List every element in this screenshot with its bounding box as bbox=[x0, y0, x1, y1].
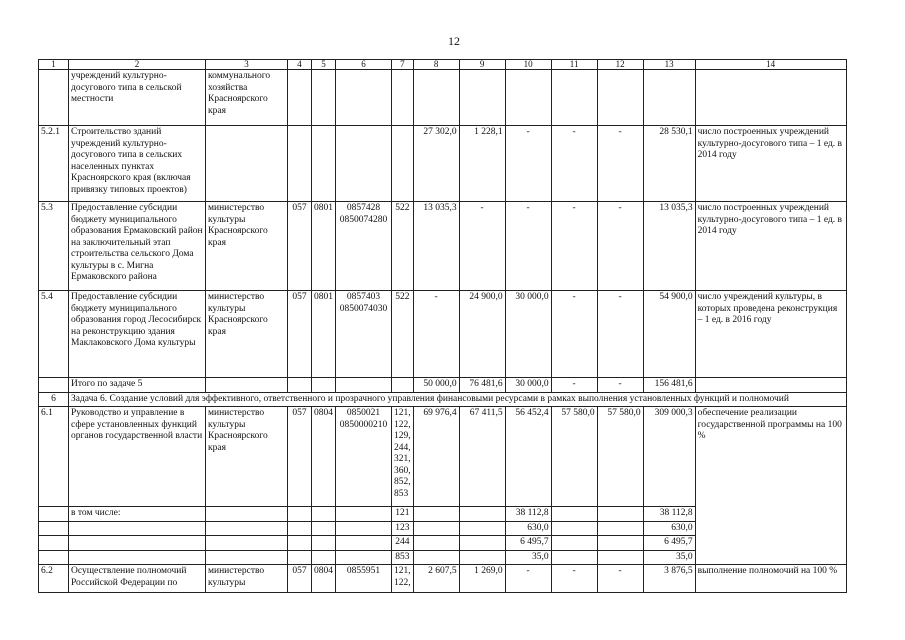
page-number: 12 bbox=[448, 34, 460, 48]
amount-2016: 38 112,8 bbox=[505, 507, 551, 522]
amount-2016: 6 495,7 bbox=[505, 536, 551, 551]
responsible-org: министерство культуры bbox=[206, 565, 288, 593]
amount-2014: 50 000,0 bbox=[413, 378, 459, 393]
col-header: 2 bbox=[69, 60, 206, 70]
amount-2015: 67 411,5 bbox=[459, 407, 505, 507]
vr-code: 123 bbox=[392, 521, 414, 536]
amount-2015: 24 900,0 bbox=[459, 291, 505, 378]
activity-name: Предоставление субсидии бюджету муниципального образования город Лесосибирск на реконструкцию здания Маклаковского Дома культуры bbox=[69, 291, 206, 378]
col-header: 6 bbox=[336, 60, 392, 70]
amount-total: 13 035,3 bbox=[643, 202, 695, 291]
col-header: 5 bbox=[312, 60, 336, 70]
vr-code: 522 bbox=[392, 202, 414, 291]
activity-name: Руководство и управление в сфере установленных функций органов государственной власти bbox=[69, 407, 206, 507]
amount-2017: - bbox=[551, 126, 597, 202]
csr-code: 0850021 0850000210 bbox=[336, 407, 392, 507]
col-header: 13 bbox=[643, 60, 695, 70]
task-heading: Задача 6. Создание условий для эффективного, ответственного и прозрачного управления финансовыми ресурсами в рамках выполнения установленных функций и полномочий bbox=[69, 392, 847, 407]
amount-2016: 30 000,0 bbox=[505, 291, 551, 378]
amount-2017: - bbox=[551, 202, 597, 291]
responsible-org: министерство культуры Красноярского края bbox=[206, 407, 288, 507]
amount-2016: - bbox=[505, 565, 551, 593]
activity-name: Строительство зданий учреждений культурно-досугового типа в сельских населенных пунктах Красноярского края (включая привязку типовых проектов) bbox=[69, 126, 206, 202]
total-label: Итого по задаче 5 bbox=[69, 378, 206, 393]
grbs-code: 057 bbox=[288, 565, 312, 593]
amount-total: 156 481,6 bbox=[643, 378, 695, 393]
amount-total: 54 900,0 bbox=[643, 291, 695, 378]
rzpr-code: 0804 bbox=[312, 565, 336, 593]
row-number: 5.2.1 bbox=[39, 126, 69, 202]
table-row bbox=[39, 291, 847, 378]
task-heading-row bbox=[39, 392, 847, 407]
row-number: 5.3 bbox=[39, 202, 69, 291]
col-header: 10 bbox=[505, 60, 551, 70]
col-header: 3 bbox=[206, 60, 288, 70]
amount-total: 6 495,7 bbox=[643, 536, 695, 551]
amount-2014: 13 035,3 bbox=[413, 202, 459, 291]
expected-result: число построенных учреждений культурно-досугового типа – 1 ед. в 2014 году bbox=[695, 126, 846, 202]
amount-2016: - bbox=[505, 126, 551, 202]
csr-code: 0857403 0850074030 bbox=[336, 291, 392, 378]
expected-result: число построенных учреждений культурно-досугового типа – 1 ед. в 2014 году bbox=[695, 202, 846, 291]
amount-2014: 2 607,5 bbox=[413, 565, 459, 593]
amount-2018: - bbox=[597, 378, 643, 393]
vr-code: 853 bbox=[392, 550, 414, 565]
rzpr-code: 0801 bbox=[312, 202, 336, 291]
column-number-row bbox=[39, 60, 847, 70]
amount-total: 309 000,3 bbox=[643, 407, 695, 507]
task-total-row bbox=[39, 378, 847, 393]
row-number: 5.4 bbox=[39, 291, 69, 378]
activity-name: учреждений культурно-досугового типа в сельской местности bbox=[69, 70, 206, 126]
amount-2014: - bbox=[413, 291, 459, 378]
amount-2016: 630,0 bbox=[505, 521, 551, 536]
amount-2015: - bbox=[459, 202, 505, 291]
amount-2014: 69 976,4 bbox=[413, 407, 459, 507]
col-header: 7 bbox=[392, 60, 414, 70]
csr-code: 0855951 bbox=[336, 565, 392, 593]
csr-code: 0857428 0850074280 bbox=[336, 202, 392, 291]
grbs-code: 057 bbox=[288, 407, 312, 507]
responsible-org: министерство культуры Красноярского края bbox=[206, 202, 288, 291]
vr-code: 121 bbox=[392, 507, 414, 522]
expected-result: число учреждений культуры, в которых проведена реконструкция – 1 ед. в 2016 году bbox=[695, 291, 846, 378]
table-row bbox=[39, 126, 847, 202]
amount-2018: 57 580,0 bbox=[597, 407, 643, 507]
amount-2015: 76 481,6 bbox=[459, 378, 505, 393]
table-row bbox=[39, 565, 847, 593]
col-header: 8 bbox=[413, 60, 459, 70]
row-number: 6.1 bbox=[39, 407, 69, 507]
amount-2017: 57 580,0 bbox=[551, 407, 597, 507]
amount-2018: - bbox=[597, 291, 643, 378]
expected-result: выполнение полномочий на 100 % bbox=[695, 565, 846, 593]
rzpr-code: 0801 bbox=[312, 291, 336, 378]
table-row bbox=[39, 70, 847, 126]
col-header: 1 bbox=[39, 60, 69, 70]
amount-2016: - bbox=[505, 202, 551, 291]
amount-2016: 35,0 bbox=[505, 550, 551, 565]
grbs-code: 057 bbox=[288, 202, 312, 291]
col-header: 14 bbox=[695, 60, 846, 70]
amount-total: 28 530,1 bbox=[643, 126, 695, 202]
responsible-org: коммунального хозяйства Красноярского края bbox=[206, 70, 288, 126]
grbs-code: 057 bbox=[288, 291, 312, 378]
table-row bbox=[39, 202, 847, 291]
activity-name: Осуществление полномочий Российской Федерации по bbox=[69, 565, 206, 593]
amount-2018: - bbox=[597, 565, 643, 593]
vr-code: 244 bbox=[392, 536, 414, 551]
amount-2017: - bbox=[551, 565, 597, 593]
col-header: 4 bbox=[288, 60, 312, 70]
expected-result: обеспечение реализации государственной программы на 100 % bbox=[695, 407, 846, 565]
row-number: 6 bbox=[39, 392, 69, 407]
activity-name: Предоставление субсидии бюджету муниципального образования Ермаковский район на заключительный этап строительства сельского Дома культуры в с. Мигна Ермаковского района bbox=[69, 202, 206, 291]
amount-2015: 1 228,1 bbox=[459, 126, 505, 202]
amount-total: 35,0 bbox=[643, 550, 695, 565]
col-header: 11 bbox=[551, 60, 597, 70]
amount-2016: 30 000,0 bbox=[505, 378, 551, 393]
col-header: 9 bbox=[459, 60, 505, 70]
row-number: 6.2 bbox=[39, 565, 69, 593]
amount-2014: 27 302,0 bbox=[413, 126, 459, 202]
amount-total: 630,0 bbox=[643, 521, 695, 536]
program-activities-table bbox=[38, 59, 847, 593]
amount-2018: - bbox=[597, 126, 643, 202]
including-label: в том числе: bbox=[69, 507, 206, 522]
vr-code: 121, 122, bbox=[392, 565, 414, 593]
responsible-org: министерство культуры Красноярского края bbox=[206, 291, 288, 378]
col-header: 12 bbox=[597, 60, 643, 70]
vr-code: 121, 122, 129, 244, 321, 360, 852, 853 bbox=[392, 407, 414, 507]
amount-2018: - bbox=[597, 202, 643, 291]
amount-2016: 56 452,4 bbox=[505, 407, 551, 507]
amount-2017: - bbox=[551, 291, 597, 378]
amount-total: 3 876,5 bbox=[643, 565, 695, 593]
amount-2017: - bbox=[551, 378, 597, 393]
vr-code: 522 bbox=[392, 291, 414, 378]
table-row bbox=[39, 407, 847, 507]
rzpr-code: 0804 bbox=[312, 407, 336, 507]
amount-total: 38 112,8 bbox=[643, 507, 695, 522]
amount-2015: 1 269,0 bbox=[459, 565, 505, 593]
